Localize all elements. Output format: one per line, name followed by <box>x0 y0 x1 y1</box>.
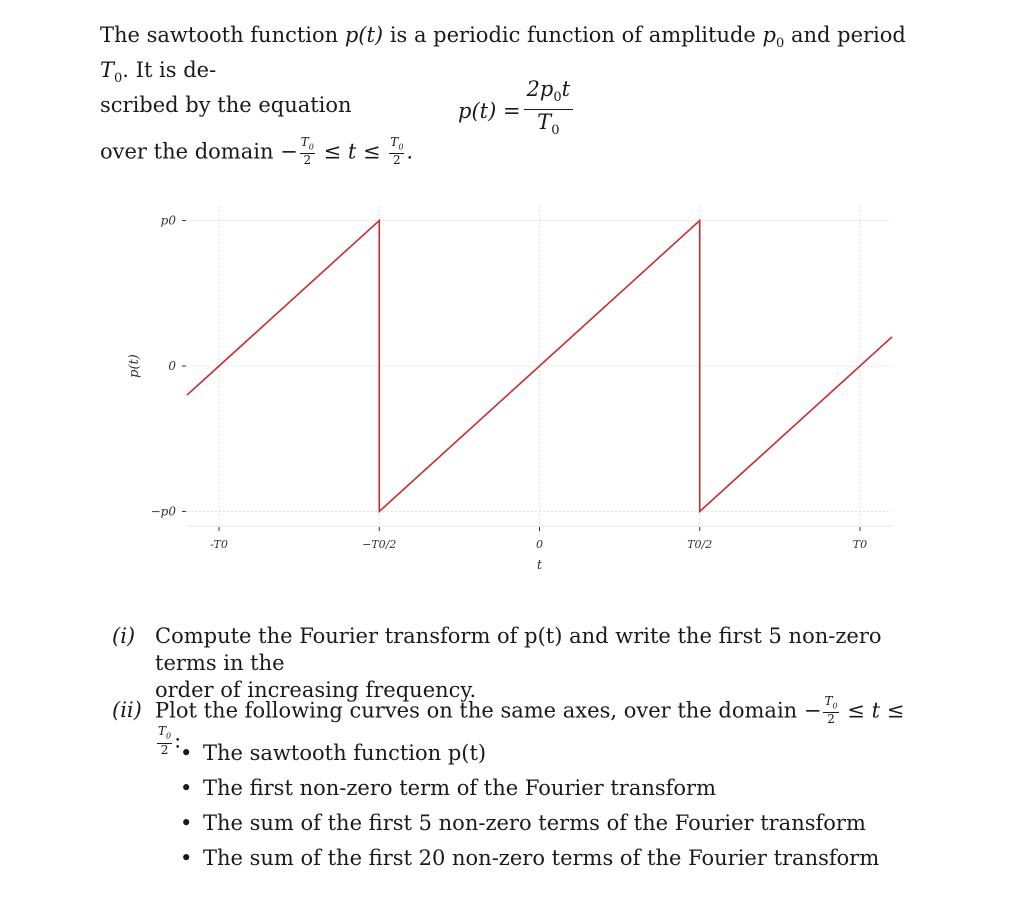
document-page: The sawtooth function p(t) is a periodic function of amplitude $p_0$ and period $T_0$. It is de- scribed by the equation p(t) = $\frac{2p_0t}{T_0}$ over the domain − $\frac{T_0}{2}$ ≤ t ≤ $\frac{T_0}{2}$ . −p0 0 p0 -T0 −T0/2 0 T0/2 T0 t p(t) (i) Compute the Fourier transform of p(t) and write the first 5 non-zero terms in the order of increasing frequency. (ii) Plot the following curves on the same axes, over the domain − $\frac{T_0}{2}$ ≤ t ≤ $\frac{T_0}{2}$ : • The sawtooth function p(t) • The first non-zero term of the Fourier transform • The sum of the first 5 non-zero terms of the Fourier transform • The sum of the first 20 non-zero terms of the Fourier transform <box>0 0 1024 904</box>
intro-text-4: . It is de- <box>122 58 217 83</box>
question-2-text: Plot the following curves on the same axes, over the domain − $\frac{T_0}{2}$ ≤ t ≤ $\frac{T_0}{2}$ : <box>155 694 905 757</box>
equation-lhs: p(t) = <box>458 98 521 123</box>
equation-fraction <box>524 78 574 143</box>
x-tick-label: 0 <box>536 538 543 551</box>
question-1-text: Compute the Fourier transform of p(t) and write the first 5 non-zero terms in the order of increasing frequency. <box>155 624 882 702</box>
sawtooth-equation <box>458 78 576 143</box>
sawtooth-plot <box>100 198 920 583</box>
intro-amp: p <box>762 23 776 47</box>
intro-text-1: The sawtooth function <box>100 23 345 47</box>
x-tick-label: T0/2 <box>687 538 713 551</box>
intro-period: T <box>100 58 115 83</box>
plot-svg <box>100 198 920 583</box>
intro-text-3: and period <box>784 23 906 47</box>
domain-sentence: over the domain − $\frac{T_0}{2}$ ≤ t ≤ $\frac{T_0}{2}$ . <box>100 135 414 168</box>
domain-frac-left: $\frac{T_0}{2}$ <box>300 135 314 168</box>
question-1-label: (i) <box>112 624 136 648</box>
x-tick-label: −T0/2 <box>362 538 397 551</box>
y-tick-label: −p0 <box>150 504 176 519</box>
x-tick-label: -T0 <box>210 538 228 551</box>
equation-numerator: $2p_0t$ <box>524 78 574 110</box>
y-tick-label: 0 <box>168 359 176 373</box>
intro-amp-sub: 0 <box>776 36 785 52</box>
domain-prefix: over the domain <box>100 139 281 164</box>
intro-text-2: is a periodic function of amplitude <box>383 23 763 47</box>
equation-denominator: $T_0$ <box>537 110 560 139</box>
y-axis-label: p(t) <box>127 354 142 378</box>
domain-frac-right: $\frac{T_0}{2}$ <box>390 135 404 168</box>
intro-period-sub: 0 <box>114 71 123 87</box>
x-axis-label: t <box>536 558 543 573</box>
x-tick-label: T0 <box>852 538 868 551</box>
intro-func: p(t) <box>344 23 384 47</box>
intro-line-2: scribed by the equation <box>100 93 352 118</box>
y-tick-label: p0 <box>160 213 176 228</box>
question-2-label: (ii) <box>112 698 142 722</box>
